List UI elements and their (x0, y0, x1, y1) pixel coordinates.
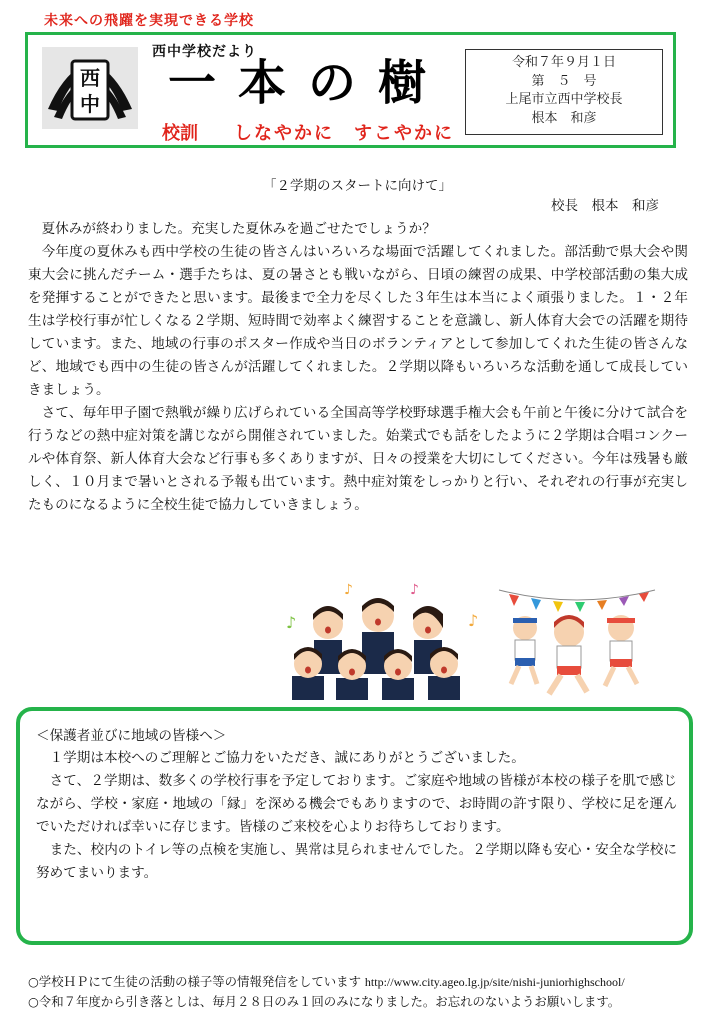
article-paragraph: 夏休みが終わりました。充実した夏休みを過ごせたでしょうか？ (41, 221, 436, 237)
article-title: 「２学期のスタートに向けて」 (263, 178, 452, 194)
issue-school: 上尾市立西中学校長 (505, 92, 623, 107)
footer-website-text: ○学校ＨＰにて生徒の活動の様子等の情報発信をしています (28, 974, 361, 989)
school-motto: しなやかに すこやかに (234, 123, 454, 144)
svg-text:♪: ♪ (286, 613, 297, 632)
svg-text:中: 中 (80, 92, 100, 116)
article-paragraph: 今年度の夏休みも西中学校の生徒の皆さんはいろいろな場面で活躍してくれました。部活動で県大会や関東大会に挑んだチーム・選手たちは、夏の暑さとも戦いながら、日頃の練習の成果、中学校部活動の集大成を発揮することができたと思います。最後まで全力を尽くした３年生は本当によく頑張りました。１・２年生は学校行事が忙しくなる２学期、短時間で効率よく練習することを意識し、新人体育大会での活躍を期待しています。また、地域の行事のポスター作成や当日のボランティアとして参加してくれた生徒の皆さんなど、地域でも西中の生徒の皆さんが活躍してくれました。２学期以降もいろいろな活動を通して成長していきましょう。 (28, 244, 688, 398)
running-kids-illustration (497, 580, 657, 698)
running-kids-icon (497, 580, 657, 698)
newsletter-kicker: 西中学校だより (152, 44, 257, 60)
notice-body (36, 747, 677, 885)
issue-principal: 根本 和彦 (531, 110, 597, 126)
svg-text:西: 西 (80, 66, 100, 90)
guardian-notice-box (16, 707, 693, 945)
footer-line-website (28, 972, 708, 992)
footer-notes (28, 972, 708, 1011)
issue-date: 令和７年９月１日 (511, 55, 616, 70)
svg-text:♪: ♪ (468, 611, 479, 630)
svg-text:♪: ♪ (410, 582, 419, 598)
school-emblem-icon (42, 47, 138, 129)
school-website-link[interactable]: http://www.city.ageo.lg.jp/site/nishi-juniorhighschool/ (364, 975, 625, 989)
newsletter-title: 一本の樹 (168, 55, 449, 111)
notice-paragraph: １学期は本校へのご理解とご協力をいただき、誠にありがとうございました。 (49, 750, 525, 766)
article-paragraph: さて、毎年甲子園で熱戦が繰り広げられている全国高等学校野球選手権大会も午前と午後に分けて試合を行うなどの熱中症対策を講じながら開催されていました。始業式でも話をしたように２学期は合唱コンクールや体育祭、新人体育大会など行事も多くありますが、日々の授業を大切にしてください。今年は残暑も厳しく、１０月まで暑いとされる予報も出ています。熱中症対策をしっかりと行い、それぞれの行事が充実したものになるように全校生徒で協力していきましょう。 (28, 405, 688, 513)
notice-heading: ＜保護者並びに地域の皆様へ＞ (36, 728, 227, 744)
school-slogan: 未来への飛躍を実現できる学校 (44, 13, 254, 29)
issue-number: 第 ５ 号 (531, 73, 597, 89)
motto-label: 校訓 (162, 123, 198, 144)
masthead-box (25, 32, 676, 148)
choir-singers-icon (272, 580, 482, 700)
notice-paragraph: さて、２学期は、数多くの学校行事を予定しております。ご家庭や地域の皆様が本校の様子を肌で感じながら、学校・家庭・地域の「縁」を深める機会でもありますので、お時間の許す限り、学校に足を運んでいただければ幸いに存じます。皆様のご来校を心よりお待ちしております。 (36, 773, 677, 835)
svg-text:♪: ♪ (344, 582, 353, 598)
footer-line-payment: ○令和７年度から引き落としは、毎月２８日のみ１回のみになりました。お忘れのないようお願いします。 (28, 994, 621, 1009)
school-logo (42, 47, 138, 129)
article-author: 校長 根本 和彦 (551, 198, 659, 214)
notice-paragraph: また、校内のトイレ等の点検を実施し、異常は見られませんでした。２学期以降も安心・安全な学校に努めてまいります。 (36, 842, 677, 881)
article-body (28, 218, 688, 517)
choir-illustration (272, 580, 482, 700)
issue-info (465, 49, 663, 135)
